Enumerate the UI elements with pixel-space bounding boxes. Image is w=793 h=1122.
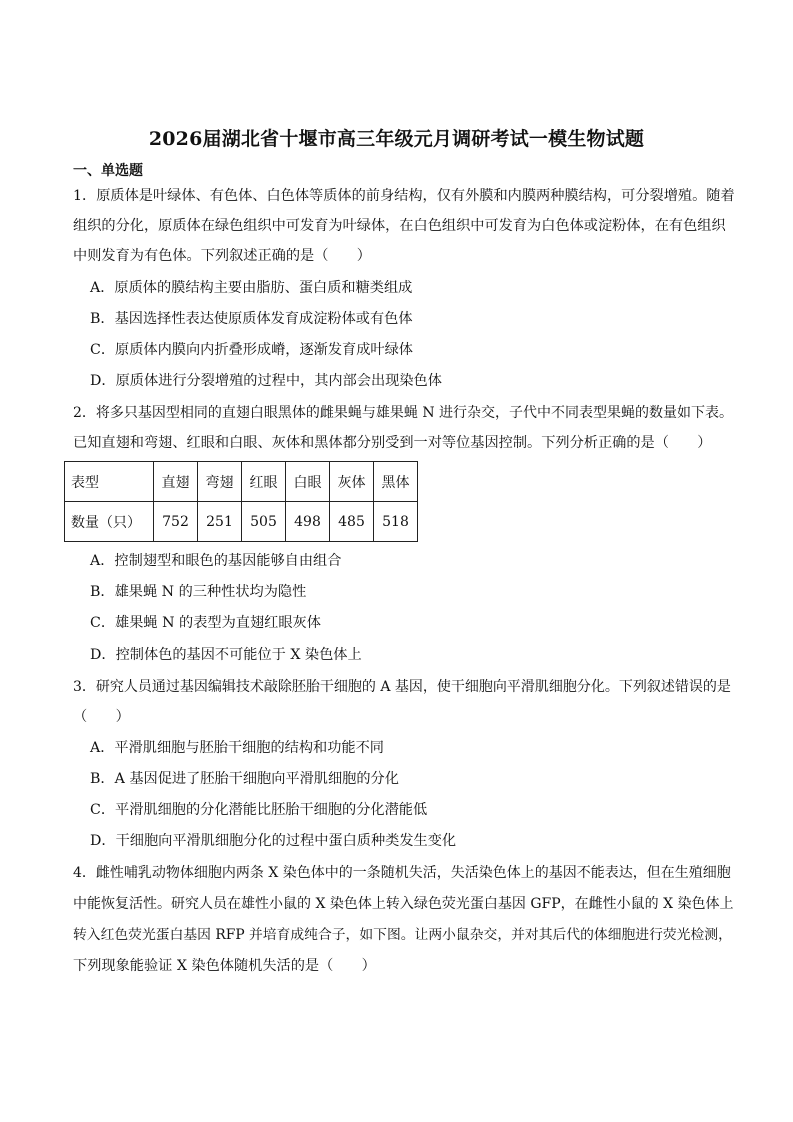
q1-stem-line-2: 组织的分化，原质体在绿色组织中可发育为叶绿体，在白色组织中可发育为白色体或淀粉体，在有色组织 xyxy=(73,218,726,234)
table-cell: 505 xyxy=(242,502,286,542)
q3-option-c: C．平滑肌细胞的分化潜能比胚胎干细胞的分化潜能低 xyxy=(90,802,428,818)
table-cell: 白眼 xyxy=(286,462,330,502)
table-cell: 红眼 xyxy=(242,462,286,502)
table-cell: 直翅 xyxy=(154,462,198,502)
page-title: 2026届湖北省十堰市高三年级元月调研考试一模生物试题 xyxy=(148,128,645,150)
table-cell: 752 xyxy=(154,502,198,542)
q3-stem-line-1: 3．研究人员通过基因编辑技术敲除胚胎干细胞的 A 基因，使干细胞向平滑肌细胞分化。下列叙述错误的是 xyxy=(73,679,731,695)
q1-option-d: D．原质体进行分裂增殖的过程中，其内部会出现染色体 xyxy=(90,373,442,389)
q1-stem-line-3: 中则发育为有色体。下列叙述正确的是（ ） xyxy=(73,248,371,264)
q1-option-a: A．原质体的膜结构主要由脂肪、蛋白质和糖类组成 xyxy=(90,280,413,296)
table-cell: 498 xyxy=(286,502,330,542)
table-row xyxy=(65,502,418,542)
q2-stem-line-2: 已知直翅和弯翅、红眼和白眼、灰体和黑体都分别受到一对等位基因控制。下列分析正确的是（ ） xyxy=(73,435,712,451)
q1-option-b: B．基因选择性表达使原质体发育成淀粉体或有色体 xyxy=(90,311,413,327)
section-heading: 一、单选题 xyxy=(73,163,143,179)
q2-option-c: C．雄果蝇 N 的表型为直翅红眼灰体 xyxy=(90,615,321,631)
table-cell: 数量（只） xyxy=(65,502,154,542)
q2-option-d: D．控制体色的基因不可能位于 X 染色体上 xyxy=(90,647,362,663)
table-cell: 弯翅 xyxy=(198,462,242,502)
q3-stem-line-2: （ ） xyxy=(73,709,130,725)
q3-option-b: B．A 基因促进了胚胎干细胞向平滑肌细胞的分化 xyxy=(90,771,399,787)
q3-option-d: D．干细胞向平滑肌细胞分化的过程中蛋白质种类发生变化 xyxy=(90,833,457,849)
table-cell: 251 xyxy=(198,502,242,542)
table-header-row xyxy=(65,462,418,502)
q2-option-a: A．控制翅型和眼色的基因能够自由组合 xyxy=(90,553,342,569)
q1-option-c: C．原质体内膜向内折叠形成嵴，逐渐发育成叶绿体 xyxy=(90,342,413,358)
q2-option-b: B．雄果蝇 N 的三种性状均为隐性 xyxy=(90,584,307,600)
q4-stem-line-4: 下列现象能验证 X 染色体随机失活的是（ ） xyxy=(73,958,376,974)
q2-stem-line-1: 2．将多只基因型相同的直翅白眼黑体的雌果蝇与雄果蝇 N 进行杂交，子代中不同表型果蝇的数量如下表。 xyxy=(73,405,734,421)
table-cell: 518 xyxy=(374,502,418,542)
table-cell: 灰体 xyxy=(330,462,374,502)
q4-stem-line-2: 中能恢复活性。研究人员在雄性小鼠的 X 染色体上转入绿色荧光蛋白基因 GFP，在雌性小鼠的 X 染色体上 xyxy=(73,896,734,912)
q1-stem-line-1: 1．原质体是叶绿体、有色体、白色体等质体的前身结构，仅有外膜和内膜两种膜结构，可分裂增殖。随着 xyxy=(73,188,735,204)
q4-stem-line-3: 转入红色荧光蛋白基因 RFP 并培育成纯合子，如下图。让两小鼠杂交，并对其后代的体细胞进行荧光检测， xyxy=(73,927,732,943)
phenotype-table xyxy=(64,461,418,542)
table-cell: 表型 xyxy=(65,462,154,502)
table-cell: 485 xyxy=(330,502,374,542)
q4-stem-line-1: 4．雌性哺乳动物体细胞内两条 X 染色体中的一条随机失活，失活染色体上的基因不能表达，但在生殖细胞 xyxy=(73,865,731,881)
table-cell: 黑体 xyxy=(374,462,418,502)
q3-option-a: A．平滑肌细胞与胚胎干细胞的结构和功能不同 xyxy=(90,740,384,756)
